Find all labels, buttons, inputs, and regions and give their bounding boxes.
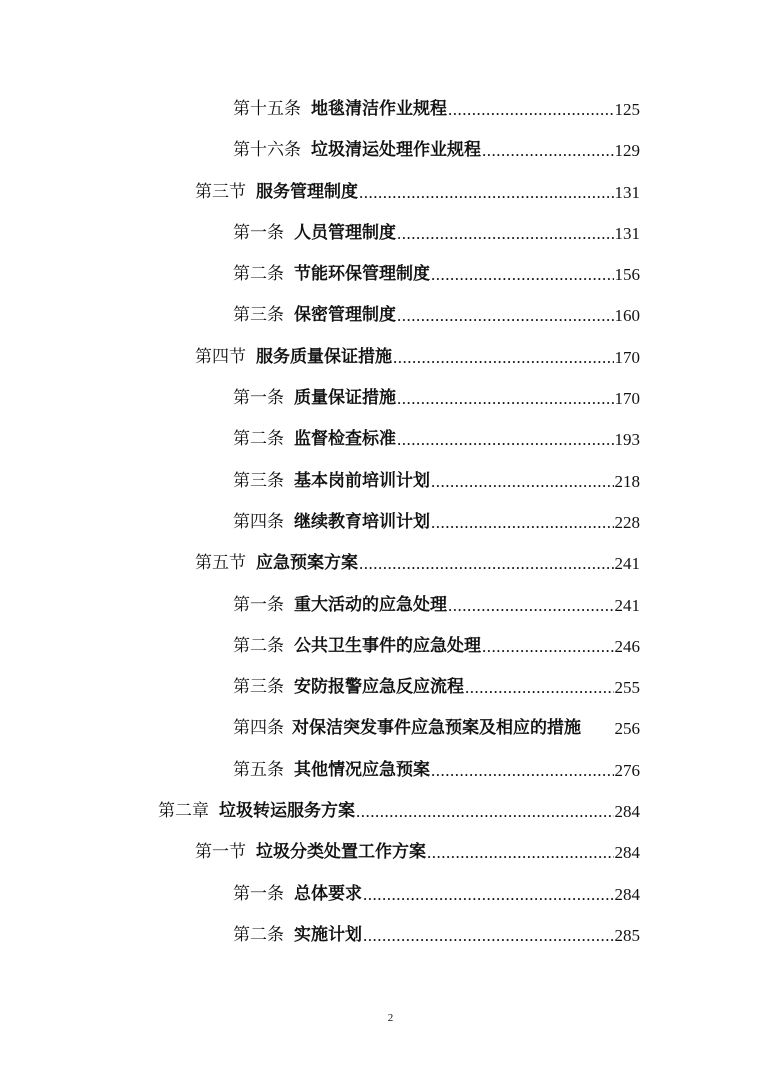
dot-leader [448, 585, 614, 626]
entry-title: 应急预案方案 [256, 553, 358, 574]
entry-page: 255 [614, 678, 640, 698]
entry-number: 第四节 [195, 346, 246, 367]
table-of-contents [0, 89, 761, 956]
entry-number: 第五节 [195, 553, 246, 574]
dot-leader [397, 213, 614, 254]
entry-number: 第五条 [233, 759, 284, 780]
entry-title: 总体要求 [294, 883, 362, 904]
dot-leader [431, 461, 614, 502]
entry-title: 服务质量保证措施 [256, 346, 392, 367]
entry-page: 256 [614, 719, 640, 739]
dot-leader [397, 295, 614, 336]
toc-entry[interactable] [233, 874, 640, 915]
entry-number: 第一节 [195, 842, 246, 863]
toc-entry[interactable] [233, 915, 640, 956]
entry-number: 第三条 [233, 470, 284, 491]
entry-number: 第一条 [233, 594, 284, 615]
entry-number: 第一条 [233, 883, 284, 904]
dot-leader [431, 750, 614, 791]
toc-entry[interactable] [233, 378, 640, 419]
dot-leader [397, 419, 614, 460]
entry-title: 人员管理制度 [294, 222, 396, 243]
toc-entry[interactable] [233, 667, 640, 708]
entry-page: 193 [614, 430, 640, 450]
entry-page: 241 [614, 554, 640, 574]
entry-page: 246 [614, 636, 640, 656]
toc-entry[interactable] [233, 750, 640, 791]
entry-page: 284 [614, 843, 640, 863]
entry-number: 第一条 [233, 388, 284, 409]
entry-page: 131 [614, 223, 640, 243]
entry-page: 228 [614, 512, 640, 532]
dot-leader [359, 543, 614, 584]
entry-title: 垃圾清运处理作业规程 [311, 140, 481, 161]
dot-leader [363, 874, 614, 915]
toc-entry[interactable] [233, 502, 640, 543]
toc-entry[interactable] [233, 626, 640, 667]
entry-title: 节能环保管理制度 [294, 264, 430, 285]
toc-entry[interactable] [195, 832, 640, 873]
dot-leader [393, 337, 614, 378]
toc-entry[interactable] [233, 130, 640, 171]
dot-leader [431, 502, 614, 543]
entry-page: 156 [614, 265, 640, 285]
entry-title: 基本岗前培训计划 [294, 470, 430, 491]
dot-leader [431, 254, 614, 295]
toc-entry[interactable] [233, 254, 640, 295]
entry-number: 第二条 [233, 924, 284, 945]
entry-number: 第十五条 [233, 99, 301, 119]
toc-entry[interactable] [233, 89, 640, 130]
toc-entry[interactable] [233, 585, 640, 626]
entry-title: 服务管理制度 [256, 181, 358, 202]
entry-page: 285 [614, 925, 640, 945]
entry-number: 第二章 [158, 801, 209, 822]
entry-number: 第二条 [233, 429, 284, 450]
dot-leader [427, 832, 614, 873]
dot-leader [363, 915, 614, 956]
entry-title: 重大活动的应急处理 [294, 594, 447, 615]
entry-number: 第四条 [233, 718, 284, 739]
toc-entry[interactable] [195, 543, 640, 584]
entry-number: 第二条 [233, 635, 284, 656]
entry-page: 276 [614, 760, 640, 780]
entry-title: 继续教育培训计划 [294, 511, 430, 532]
entry-number: 第十六条 [233, 140, 301, 161]
entry-page: 131 [614, 182, 640, 202]
entry-title: 对保洁突发事件应急预案及相应的措施 [292, 718, 581, 739]
entry-page: 170 [614, 389, 640, 409]
entry-title: 保密管理制度 [294, 305, 396, 326]
entry-number: 第二条 [233, 264, 284, 285]
entry-title: 实施计划 [294, 924, 362, 945]
page-number: 2 [387, 1012, 394, 1024]
entry-title: 垃圾转运服务方案 [219, 801, 355, 822]
entry-page: 125 [614, 100, 640, 119]
toc-entry[interactable] [233, 461, 640, 502]
dot-leader [465, 667, 614, 708]
toc-entry[interactable] [233, 708, 640, 749]
dot-leader [359, 172, 614, 213]
dot-leader [397, 378, 614, 419]
toc-entry[interactable] [233, 295, 640, 336]
entry-title: 垃圾分类处置工作方案 [256, 842, 426, 863]
entry-title: 质量保证措施 [294, 388, 396, 409]
entry-page: 241 [614, 595, 640, 615]
toc-entry[interactable] [233, 419, 640, 460]
entry-title: 其他情况应急预案 [294, 759, 430, 780]
entry-title: 安防报警应急反应流程 [294, 677, 464, 698]
entry-page: 170 [614, 347, 640, 367]
toc-entry[interactable] [195, 172, 640, 213]
entry-page: 218 [614, 471, 640, 491]
entry-title: 地毯清洁作业规程 [311, 99, 447, 119]
entry-number: 第三条 [233, 677, 284, 698]
entry-page: 129 [614, 141, 640, 161]
entry-title: 监督检查标准 [294, 429, 396, 450]
entry-page: 284 [614, 884, 640, 904]
dot-leader [448, 89, 614, 130]
dot-leader [356, 791, 614, 832]
entry-number: 第一条 [233, 222, 284, 243]
toc-entry[interactable] [158, 791, 640, 832]
toc-entry[interactable] [233, 213, 640, 254]
entry-number: 第三条 [233, 305, 284, 326]
entry-number: 第三节 [195, 181, 246, 202]
entry-page: 284 [614, 802, 640, 822]
entry-number: 第四条 [233, 511, 284, 532]
toc-entry[interactable] [195, 337, 640, 378]
entry-page: 160 [614, 306, 640, 326]
entry-title: 公共卫生事件的应急处理 [294, 635, 481, 656]
dot-leader [482, 130, 614, 171]
dot-leader [482, 626, 614, 667]
